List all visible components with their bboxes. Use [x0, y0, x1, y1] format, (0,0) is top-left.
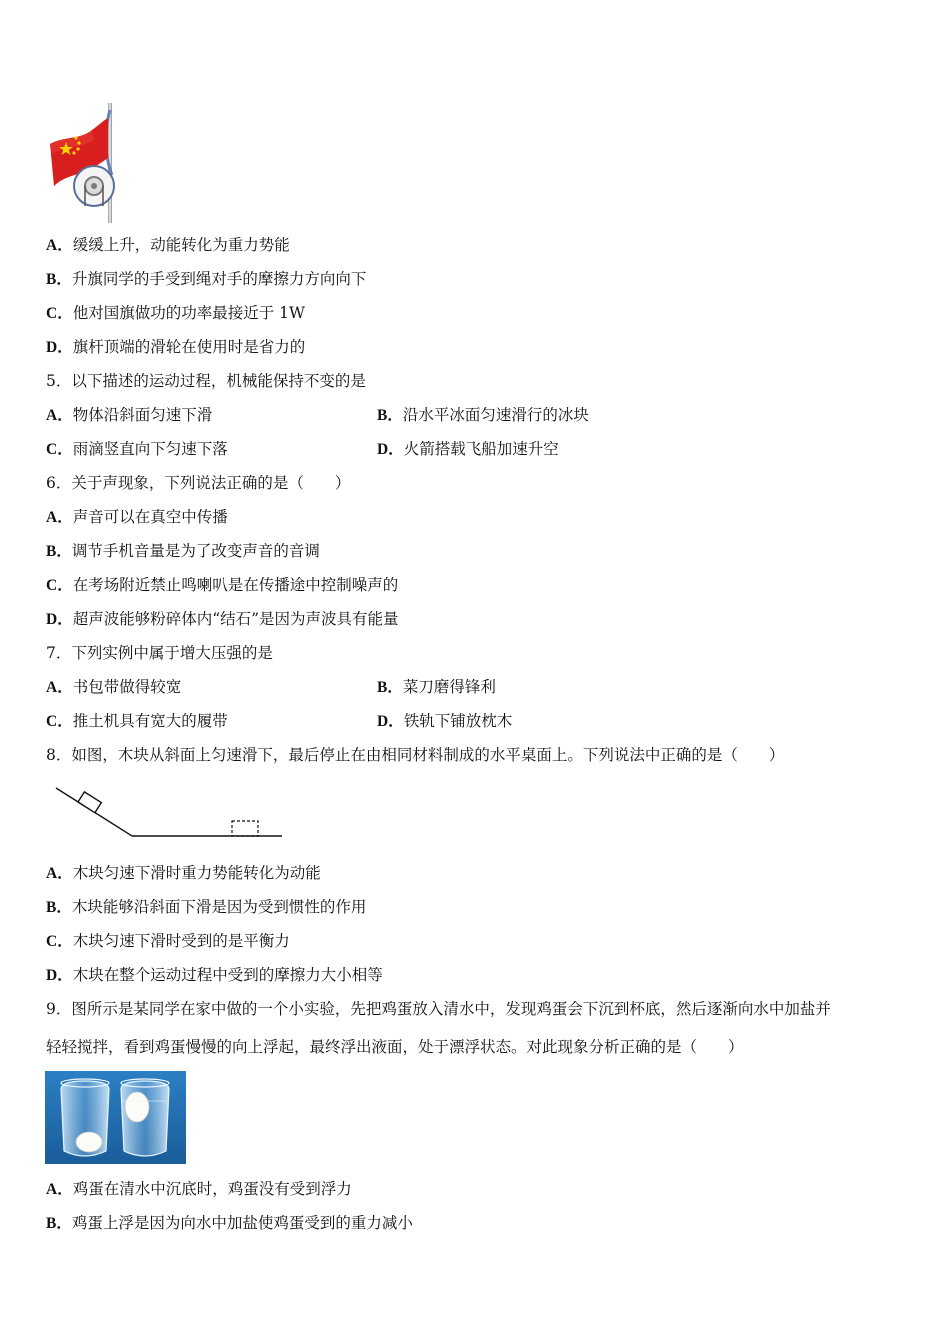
q7-option-b: B．菜刀磨得锋利	[377, 678, 496, 696]
q9-stem-line-1: 9．图所示是某同学在家中做的一个小实验，先把鸡蛋放入清水中，发现鸡蛋会下沉到杯底，然后逐渐向水中加盐并	[46, 1000, 831, 1018]
q9-stem-line-2: 轻轻搅拌，看到鸡蛋慢慢的向上浮起，最终浮出液面，处于漂浮状态。对此现象分析正确的是（ ）	[46, 1038, 744, 1056]
q6-option-b: B．调节手机音量是为了改变声音的音调	[46, 542, 320, 560]
q4-option-c: C．他对国旗做功的功率最接近于 1W	[46, 304, 305, 322]
q8-option-c: C．木块匀速下滑时受到的是平衡力	[46, 932, 290, 950]
flag-pulley-figure	[44, 100, 124, 225]
q8-stem: 8．如图，木块从斜面上匀速滑下，最后停止在由相同材料制成的水平桌面上。下列说法中正确的是（ ）	[46, 746, 785, 764]
q8-option-d: D．木块在整个运动过程中受到的摩擦力大小相等	[46, 966, 383, 984]
q7-option-d: D．铁轨下铺放枕木	[377, 712, 513, 730]
q9-option-a: A．鸡蛋在清水中沉底时，鸡蛋没有受到浮力	[46, 1180, 352, 1198]
q6-stem: 6．关于声现象，下列说法正确的是（ ）	[46, 474, 351, 492]
incline-figure	[52, 782, 288, 842]
q5-option-a: A．物体沿斜面匀速下滑	[46, 406, 213, 424]
q8-option-b: B．木块能够沿斜面下滑是因为受到惯性的作用	[46, 898, 367, 916]
q5-option-d: D．火箭搭载飞船加速升空	[377, 440, 559, 458]
q5-option-b: B．沿水平冰面匀速滑行的冰块	[377, 406, 589, 424]
q4-option-a: A．缓缓上升，动能转化为重力势能	[46, 236, 290, 254]
q4-option-d: D．旗杆顶端的滑轮在使用时是省力的	[46, 338, 306, 356]
q7-option-a: A．书包带做得较宽	[46, 678, 182, 696]
q4-option-b: B．升旗同学的手受到绳对手的摩擦力方向向下	[46, 270, 367, 288]
q6-option-d: D．超声波能够粉碎体内“结石”是因为声波具有能量	[46, 610, 399, 628]
egg-glasses-illustration	[45, 1071, 186, 1164]
q5-stem: 5．以下描述的运动过程，机械能保持不变的是	[46, 372, 366, 390]
q5-option-c: C．雨滴竖直向下匀速下落	[46, 440, 228, 458]
q6-option-c: C．在考场附近禁止鸣喇叭是在传播途中控制噪声的	[46, 576, 399, 594]
block-final-position	[232, 821, 258, 836]
sunken-egg	[76, 1132, 102, 1152]
q9-option-b: B．鸡蛋上浮是因为向水中加盐使鸡蛋受到的重力减小	[46, 1214, 413, 1232]
q6-option-a: A．声音可以在真空中传播	[46, 508, 228, 526]
incline-diagram	[52, 782, 288, 842]
q7-option-c: C．推土机具有宽大的履带	[46, 712, 228, 730]
floating-egg	[125, 1092, 149, 1122]
q8-option-a: A．木块匀速下滑时重力势能转化为动能	[46, 864, 321, 882]
block-on-incline	[78, 792, 101, 813]
q7-stem: 7．下列实例中属于增大压强的是	[46, 644, 273, 662]
flag-pulley-illustration	[44, 100, 124, 225]
egg-experiment-photo	[45, 1071, 186, 1164]
